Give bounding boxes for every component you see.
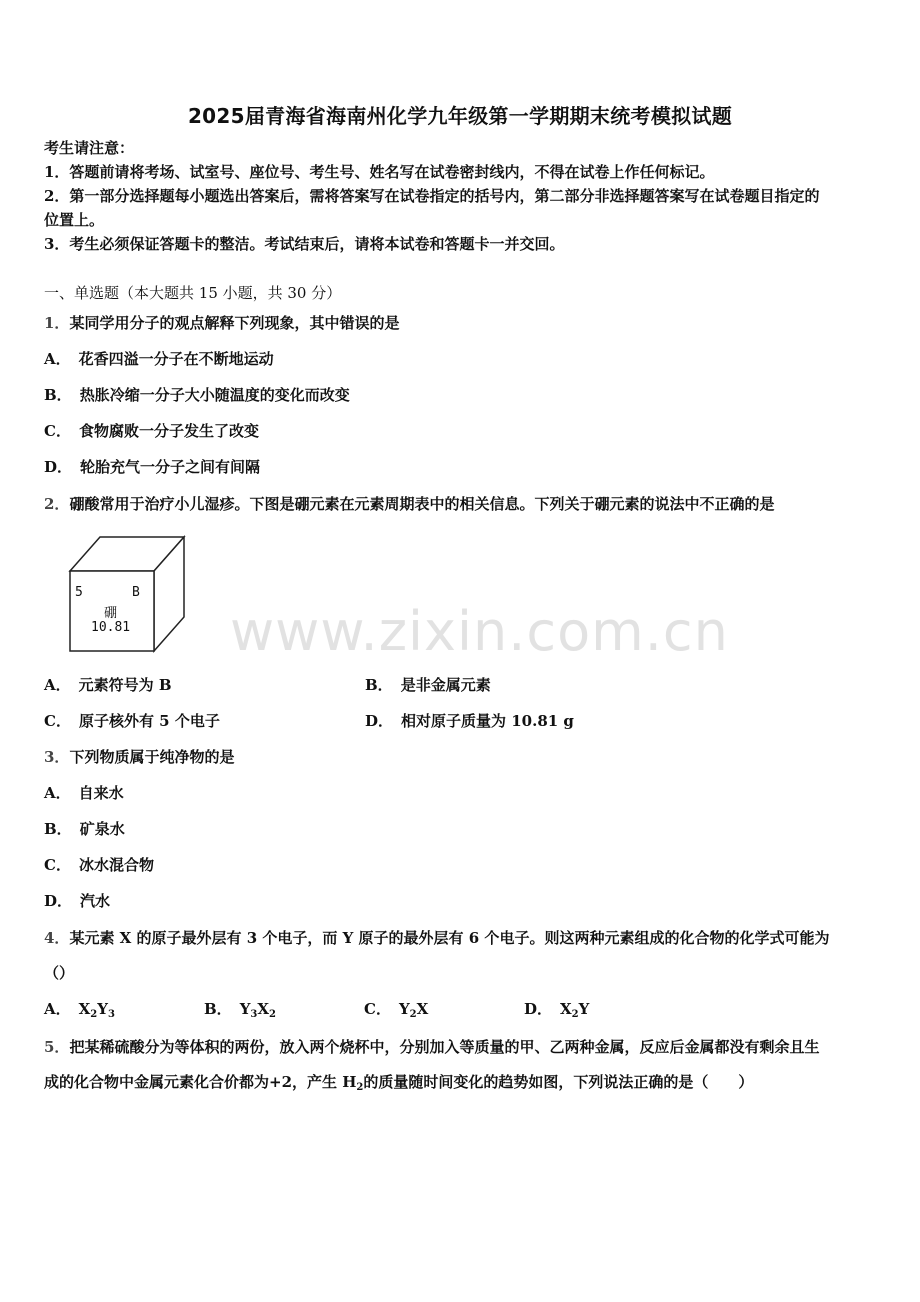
option-a: A． $X_2Y_3$ bbox=[44, 1000, 115, 1020]
notice-item: 2．第一部分选择题每小题选出答案后，需将答案写在试卷指定的括号内，第二部分非选择题答案写在试卷题目指定的 bbox=[44, 187, 820, 205]
watermark: www.zixin.com.cn bbox=[230, 600, 729, 663]
question-3 bbox=[44, 746, 234, 768]
question-5 bbox=[44, 1036, 819, 1058]
question-4 bbox=[44, 927, 829, 949]
option-d: D． 轮胎充气一分子之间有间隔 bbox=[44, 458, 261, 476]
question-number: 1． bbox=[44, 314, 70, 332]
option-d: D． $X_2Y$ bbox=[524, 1000, 590, 1020]
page-title: 2025届青海省海南州化学九年级第一学期期末统考模拟试题 bbox=[187, 104, 733, 128]
question-stem: 硼酸常用于治疗小儿湿疹。下图是硼元素在元素周期表中的相关信息。下列关于硼元素的说法中不正确的是 bbox=[69, 495, 775, 513]
question-5-continued: 成的化合物中金属元素化合价都为+2，产生 $H_2$的质量随时间变化的趋势如图，下列说法正确的是（ ） bbox=[44, 1073, 754, 1093]
option-c: C． 冰水混合物 bbox=[44, 856, 154, 874]
option-c: C． 原子核外有 5 个电子 bbox=[44, 712, 220, 730]
question-number: 3． bbox=[44, 748, 70, 766]
question-number: 5． bbox=[44, 1038, 70, 1056]
option-a: A． 元素符号为 B bbox=[44, 676, 172, 694]
option-b: B． 热胀冷缩一分子大小随温度的变化而改变 bbox=[44, 386, 350, 404]
question-number: 2． bbox=[44, 495, 70, 513]
notice-item: 3．考生必须保证答题卡的整洁。考试结束后，请将本试卷和答题卡一并交回。 bbox=[44, 235, 565, 253]
question-number: 4． bbox=[44, 929, 70, 947]
atomic-number: 5 bbox=[75, 585, 83, 600]
notice-heading: 考生请注意： bbox=[44, 139, 135, 157]
option-b: B． 矿泉水 bbox=[44, 820, 125, 838]
question-2 bbox=[44, 493, 774, 515]
question-4-bracket: （） bbox=[44, 964, 75, 982]
atomic-mass: 10.81 bbox=[91, 620, 131, 635]
element-name: 硼 bbox=[104, 606, 118, 621]
question-stem: 下列物质属于纯净物的是 bbox=[69, 748, 235, 766]
question-stem: 某元素 X 的原子最外层有 3 个电子，而 Y 原子的最外层有 6 个电子。则这两种元素组成的化合物的化学式可能为 bbox=[69, 929, 830, 947]
question-stem: 把某稀硫酸分为等体积的两份，放入两个烧杯中，分别加入等质量的甲、乙两种金属，反应后金属都没有剩余且生 bbox=[69, 1038, 820, 1056]
notice-item: 1．答题前请将考场、试室号、座位号、考生号、姓名写在试卷密封线内，不得在试卷上作任何标记。 bbox=[44, 163, 715, 181]
question-1 bbox=[44, 312, 399, 334]
option-a: A． 花香四溢一分子在不断地运动 bbox=[44, 350, 274, 368]
option-b: B． $Y_3X_2$ bbox=[204, 1000, 276, 1020]
option-d: D． 汽水 bbox=[44, 892, 111, 910]
question-stem: 某同学用分子的观点解释下列现象，其中错误的是 bbox=[69, 314, 400, 332]
element-symbol: B bbox=[132, 585, 140, 600]
notice-item: 位置上。 bbox=[44, 211, 105, 229]
option-a: A． 自来水 bbox=[44, 784, 124, 802]
option-c: C． $Y_2X$ bbox=[364, 1000, 429, 1020]
option-c: C． 食物腐败一分子发生了改变 bbox=[44, 422, 259, 440]
option-b: B． 是非金属元素 bbox=[365, 676, 491, 694]
element-card-boron bbox=[62, 535, 192, 661]
section-heading: 一、单选题（本大题共 15 小题，共 30 分） bbox=[44, 284, 342, 302]
option-d: D． 相对原子质量为 10.81 g bbox=[365, 712, 574, 730]
